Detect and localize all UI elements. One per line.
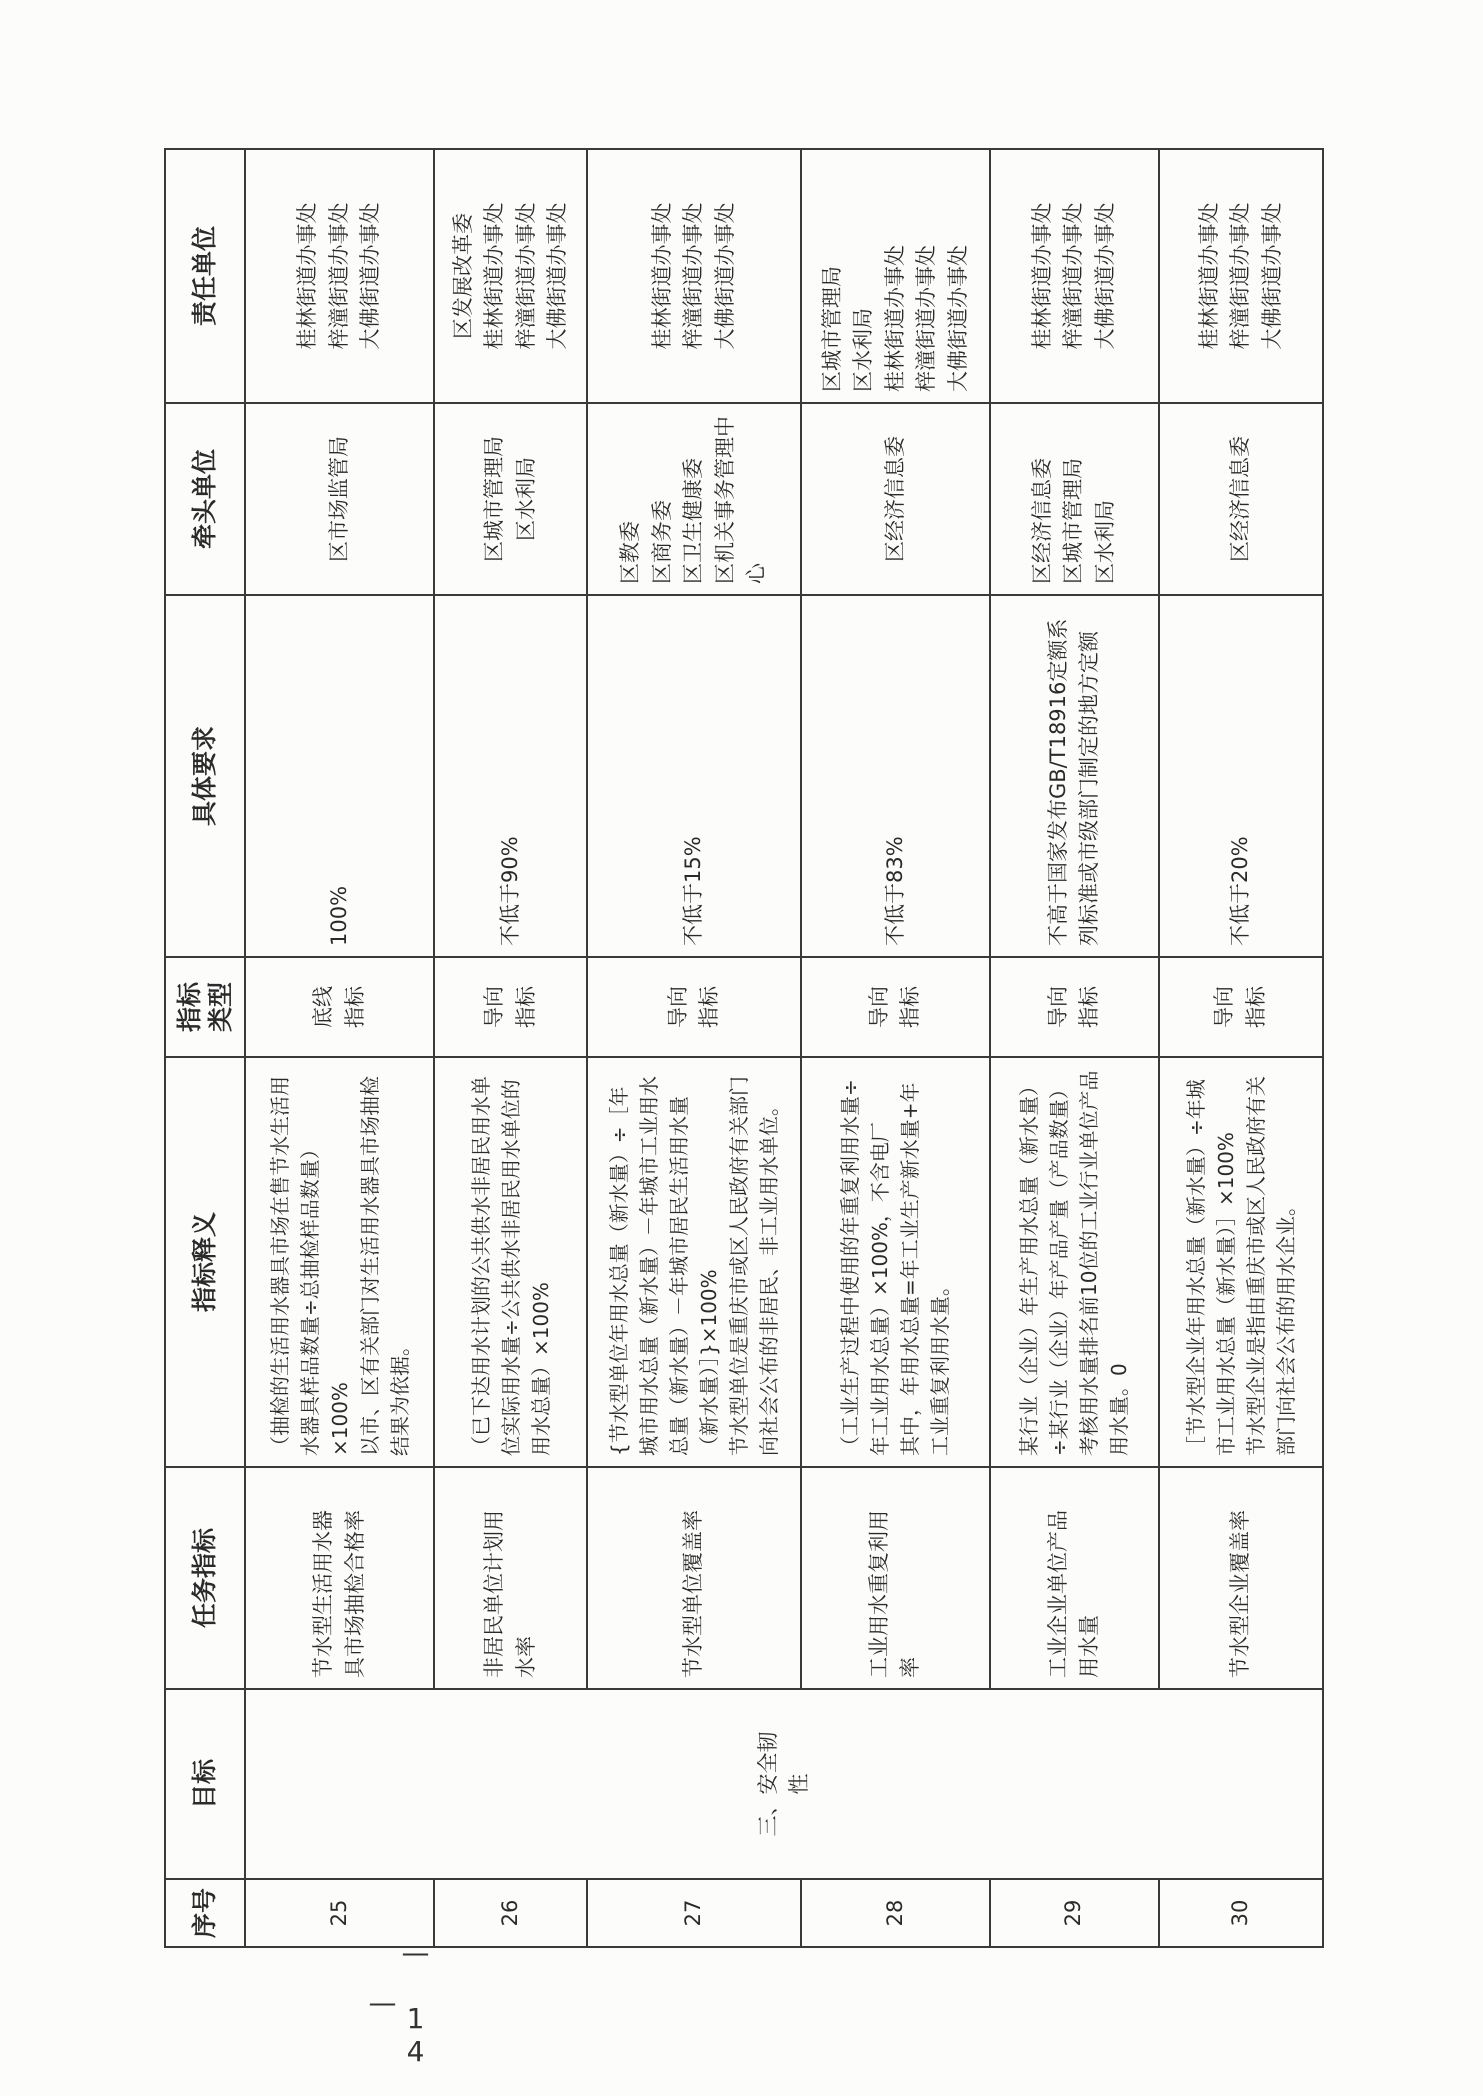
table-row	[1159, 149, 1323, 1947]
row-lead: 区经济信息委 区城市管理局 区水利局	[990, 403, 1159, 595]
row-task: 工业企业单位产品 用水量	[990, 1467, 1159, 1689]
row-definition: （已下达用水计划的公共供水非居民用水单位实际用水量÷公共供水非居民用水单位的用水总量）×100%	[434, 1057, 587, 1467]
row-seq: 25	[245, 1879, 434, 1947]
row-type: 导向 指标	[801, 957, 990, 1057]
row-responsible: 桂林街道办事处 梓潼街道办事处 大佛街道办事处	[1159, 149, 1323, 403]
row-task: 工业用水重复利用 率	[801, 1467, 990, 1689]
header-lead-unit: 牵头单位	[165, 403, 245, 595]
goal-cell: 三、安全韧 性	[245, 1689, 1323, 1879]
page-number: — 14 —	[366, 1936, 432, 2068]
row-lead: 区经济信息委	[1159, 403, 1323, 595]
row-requirement: 不低于83%	[801, 595, 990, 957]
row-task: 节水型企业覆盖率	[1159, 1467, 1323, 1689]
row-type: 导向 指标	[587, 957, 801, 1057]
table-row	[587, 149, 801, 1947]
row-requirement: 不低于90%	[434, 595, 587, 957]
row-definition: （工业生产过程中使用的年重复利用水量÷年工业用水总量）×100%，不含电厂 其中，年用水总量=年工业生产新水量+年工业重复利用水量。	[801, 1057, 990, 1467]
row-definition: 某行业（企业）年生产用水总量（新水量）÷某行业（企业）年产品产量（产品数量） 考核用水量排名前10位的工业行业单位产品用水量。0	[990, 1057, 1159, 1467]
row-task: 节水型单位覆盖率	[587, 1467, 801, 1689]
row-responsible: 桂林街道办事处 梓潼街道办事处 大佛街道办事处	[990, 149, 1159, 403]
row-responsible: 区城市管理局 区水利局 桂林街道办事处 梓潼街道办事处 大佛街道办事处	[801, 149, 990, 403]
row-seq: 26	[434, 1879, 587, 1947]
header-responsible-unit: 责任单位	[165, 149, 245, 403]
row-type: 底线 指标	[245, 957, 434, 1057]
row-responsible: 区发展改革委 桂林街道办事处 梓潼街道办事处 大佛街道办事处	[434, 149, 587, 403]
row-responsible: 桂林街道办事处 梓潼街道办事处 大佛街道办事处	[245, 149, 434, 403]
row-requirement: 100%	[245, 595, 434, 957]
row-lead: 区教委 区商务委 区卫生健康委 区机关事务管理中心	[587, 403, 801, 595]
table-row	[245, 149, 434, 1947]
table-row	[990, 149, 1159, 1947]
row-lead: 区经济信息委	[801, 403, 990, 595]
row-task: 节水型生活用水器 具市场抽检合格率	[245, 1467, 434, 1689]
row-seq: 30	[1159, 1879, 1323, 1947]
row-definition: {节水型单位年用水总量（新水量）÷［年城市用水总量（新水量）－年城市工业用水总量（新水量）－年城市居民生活用水量（新水量）］}×100% 节水型单位是重庆市或区人民政府有关部门向社会公布的非居民、非工业用水单位。	[587, 1057, 801, 1467]
row-seq: 27	[587, 1879, 801, 1947]
row-seq: 28	[801, 1879, 990, 1947]
header-type: 指标 类型	[165, 957, 245, 1057]
row-lead: 区市场监管局	[245, 403, 434, 595]
row-type: 导向 指标	[1159, 957, 1323, 1057]
water-saving-indicator-table	[164, 148, 1324, 1948]
row-responsible: 桂林街道办事处 梓潼街道办事处 大佛街道办事处	[587, 149, 801, 403]
row-requirement: 不低于15%	[587, 595, 801, 957]
row-definition: （抽检的生活用水器具市场在售节水生活用水器具样品数量÷总抽检样品数量）×100% 以市、区有关部门对生活用水器具市场抽检结果为依据。	[245, 1057, 434, 1467]
header-definition: 指标释义	[165, 1057, 245, 1467]
row-definition: ［节水型企业年用水总量（新水量）÷年城市工业用水总量（新水量）］×100% 节水型企业是指由重庆市或区人民政府有关部门向社会公布的用水企业。	[1159, 1057, 1323, 1467]
row-task: 非居民单位计划用 水率	[434, 1467, 587, 1689]
row-type: 导向 指标	[434, 957, 587, 1057]
table-header-row	[165, 149, 245, 1947]
header-seq: 序号	[165, 1879, 245, 1947]
row-lead: 区城市管理局 区水利局	[434, 403, 587, 595]
header-goal: 目标	[165, 1689, 245, 1879]
row-seq: 29	[990, 1879, 1159, 1947]
row-requirement: 不低于20%	[1159, 595, 1323, 957]
table-row	[434, 149, 587, 1947]
row-requirement: 不高于国家发布GB/T18916定额系列标准或市级部门制定的地方定额	[990, 595, 1159, 957]
table-row	[801, 149, 990, 1947]
row-type: 导向 指标	[990, 957, 1159, 1057]
rotated-table-wrapper	[164, 150, 1324, 1948]
header-requirement: 具体要求	[165, 595, 245, 957]
header-task: 任务指标	[165, 1467, 245, 1689]
